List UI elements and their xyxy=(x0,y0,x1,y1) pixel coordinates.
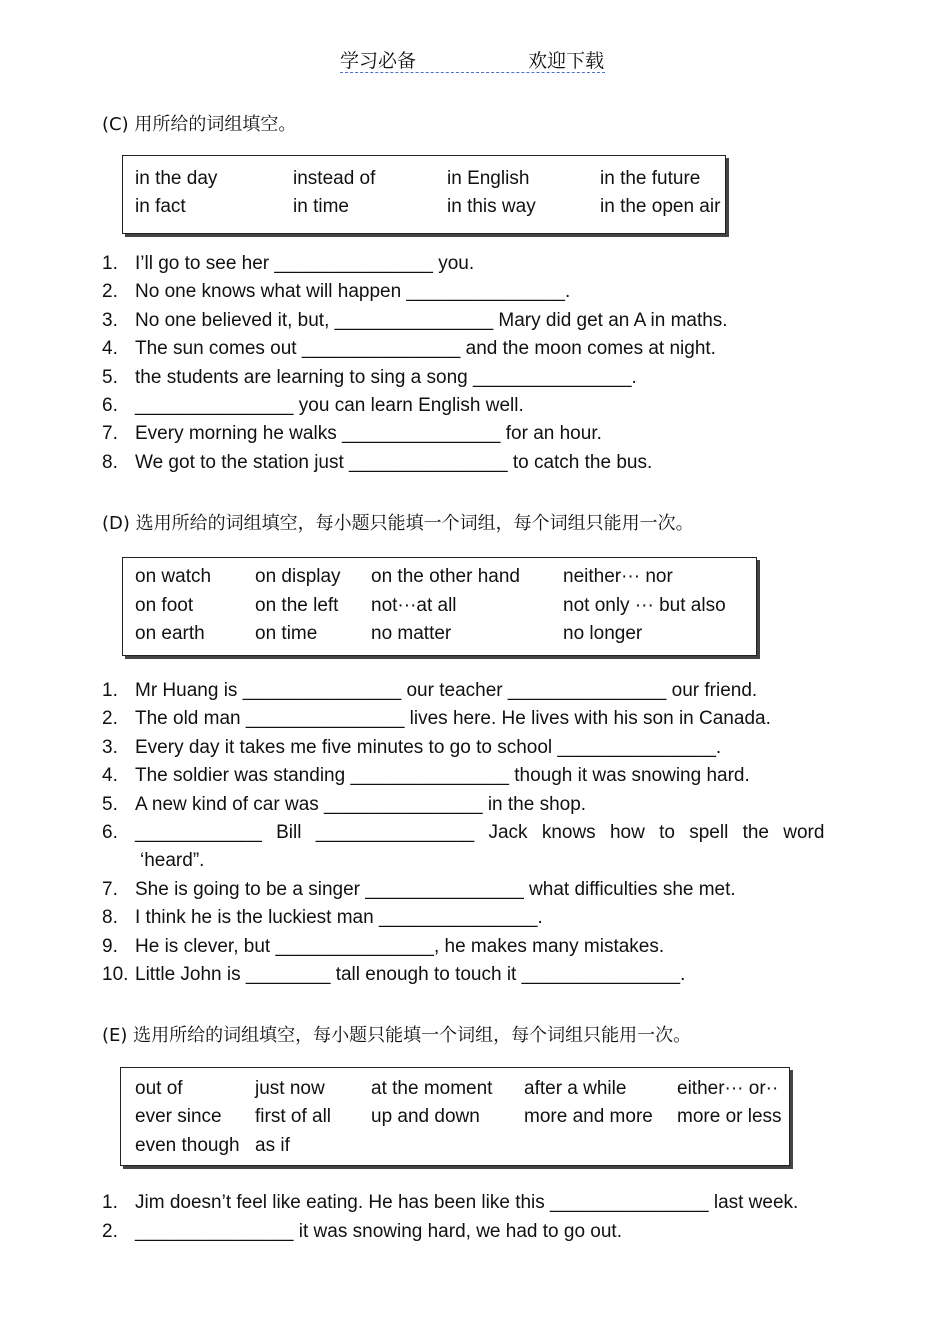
phrase: in time xyxy=(293,196,349,217)
phrase: even though xyxy=(135,1135,240,1156)
item-number: 2. xyxy=(102,708,118,729)
phrase: in this way xyxy=(447,196,536,217)
exercise-sentence: _______________ you can learn English well. xyxy=(135,395,524,416)
exercise-sentence: The sun comes out _______________ and the moon comes at night. xyxy=(135,338,716,359)
exercise-sentence: The soldier was standing _______________ though it was snowing hard. xyxy=(135,765,750,786)
header-left-text: 学习必备 xyxy=(340,50,417,72)
phrase: neither··· nor xyxy=(563,566,673,587)
phrase: in the day xyxy=(135,168,218,189)
phrase: on the other hand xyxy=(371,566,520,587)
phrase: on watch xyxy=(135,566,212,587)
phrase: more and more xyxy=(524,1106,653,1127)
exercise-sentence: I think he is the luckiest man _______________. xyxy=(135,907,543,928)
exercise-sentence: ____________ Bill _______________ Jack knows how to spell the word xyxy=(135,822,825,843)
phrase: not···at all xyxy=(371,595,457,616)
header-underline xyxy=(340,72,605,73)
phrase: after a while xyxy=(524,1078,627,1099)
phrase: in the future xyxy=(600,168,701,189)
phrase: in English xyxy=(447,168,530,189)
item-number: 7. xyxy=(102,423,118,444)
phrase: just now xyxy=(255,1078,325,1099)
section-d-phrase-box xyxy=(122,557,757,656)
exercise-sentence: A new kind of car was _______________ in the shop. xyxy=(135,794,587,815)
exercise-sentence: No one knows what will happen _______________. xyxy=(135,281,571,302)
item-number: 1. xyxy=(102,1192,118,1213)
phrase: on display xyxy=(255,566,341,587)
item-number: 5. xyxy=(102,794,118,815)
phrase: either··· or·· xyxy=(677,1078,779,1099)
exercise-sentence: He is clever, but _______________, he makes many mistakes. xyxy=(135,936,665,957)
phrase: on earth xyxy=(135,623,205,644)
exercise-sentence: No one believed it, but, _______________ Mary did get an A in maths. xyxy=(135,310,728,331)
exercise-sentence: Every day it takes me five minutes to go to school _______________. xyxy=(135,737,722,758)
item-number: 4. xyxy=(102,338,118,359)
phrase: no longer xyxy=(563,623,643,644)
phrase: no matter xyxy=(371,623,452,644)
item-number: 3. xyxy=(102,310,118,331)
header-right-text: 欢迎下载 xyxy=(528,50,605,72)
item-number: 10. xyxy=(102,964,129,985)
exercise-sentence: the students are learning to sing a song _______________. xyxy=(135,367,637,388)
phrase: in the open air xyxy=(600,196,721,217)
phrase: not only ··· but also xyxy=(563,595,726,616)
item-number: 6. xyxy=(102,395,118,416)
phrase: on foot xyxy=(135,595,194,616)
phrase: at the moment xyxy=(371,1078,493,1099)
section-d-title: (D) 选用所给的词组填空，每小题只能填一个词组，每个词组只能用一次。 xyxy=(102,513,694,534)
item-number: 5. xyxy=(102,367,118,388)
phrase: instead of xyxy=(293,168,376,189)
item-number: 7. xyxy=(102,879,118,900)
section-e-title: (E) 选用所给的词组填空，每小题只能填一个词组，每个词组只能用一次。 xyxy=(102,1025,692,1046)
section-c-phrase-box xyxy=(122,155,726,234)
phrase: first of all xyxy=(255,1106,332,1127)
item-number: 2. xyxy=(102,281,118,302)
exercise-sentence: Jim doesn’t feel like eating. He has been like this _______________ last week. xyxy=(135,1192,799,1213)
phrase: more or less xyxy=(677,1106,782,1127)
phrase: as if xyxy=(255,1135,290,1156)
section-c-title: (C) 用所给的词组填空。 xyxy=(102,114,297,135)
phrase: out of xyxy=(135,1078,183,1099)
item-number: 1. xyxy=(102,253,118,274)
phrase: up and down xyxy=(371,1106,480,1127)
section-e-phrase-box xyxy=(120,1067,790,1166)
item-number: 2. xyxy=(102,1221,118,1242)
item-number: 3. xyxy=(102,737,118,758)
exercise-sentence: Every morning he walks _______________ for an hour. xyxy=(135,423,602,444)
phrase: on time xyxy=(255,623,318,644)
item-number: 8. xyxy=(102,907,118,928)
item-number: 6. xyxy=(102,822,118,843)
exercise-sentence-continued: ‘heard”. xyxy=(140,850,205,871)
exercise-sentence: We got to the station just _______________ to catch the bus. xyxy=(135,452,653,473)
exercise-sentence: Little John is ________ tall enough to touch it _______________. xyxy=(135,964,686,985)
exercise-sentence: Mr Huang is _______________ our teacher _______________ our friend. xyxy=(135,680,758,701)
phrase: in fact xyxy=(135,196,186,217)
item-number: 1. xyxy=(102,680,118,701)
item-number: 4. xyxy=(102,765,118,786)
page-header xyxy=(340,46,604,73)
exercise-sentence: She is going to be a singer _______________ what difficulties she met. xyxy=(135,879,736,900)
item-number: 9. xyxy=(102,936,118,957)
phrase: on the left xyxy=(255,595,339,616)
exercise-sentence: I’ll go to see her _______________ you. xyxy=(135,253,475,274)
item-number: 8. xyxy=(102,452,118,473)
phrase: ever since xyxy=(135,1106,222,1127)
exercise-sentence: _______________ it was snowing hard, we had to go out. xyxy=(135,1221,622,1242)
exercise-sentence: The old man _______________ lives here. He lives with his son in Canada. xyxy=(135,708,771,729)
